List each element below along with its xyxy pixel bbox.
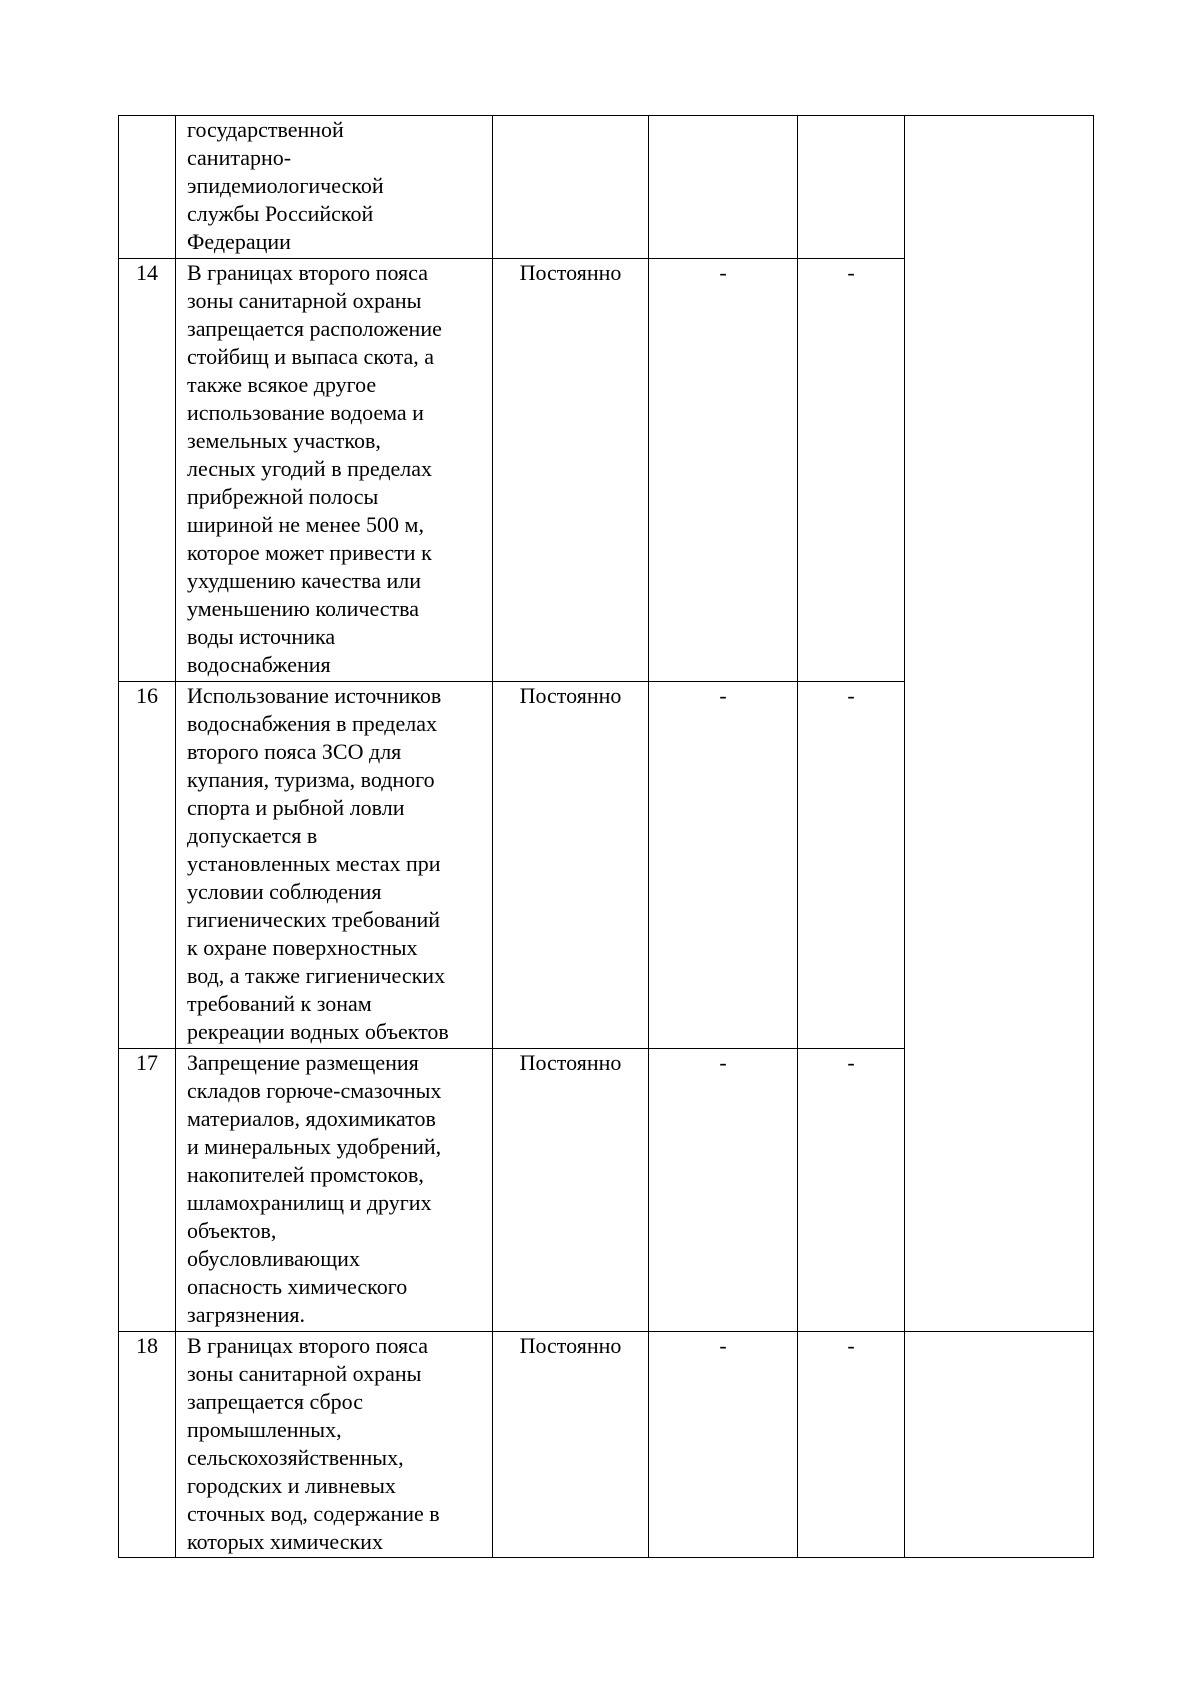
col5-cell xyxy=(798,116,905,259)
table-row xyxy=(119,116,1094,259)
measure-text-content: В границах второго пояса зоны санитарной охраны запрещается сброс промышленных, сельскохозяйственных, городских и ливневых сточных вод, содержание в которых химических xyxy=(187,1333,440,1554)
measure-text-content: Использование источников водоснабжения в пределах второго пояса ЗСО для купания, туризма, водного спорта и рыбной ловли допускается в установленных местах при условии соблюдения гигиенических требований к охране поверхностных вод, а также гигиенических требований к зонам рекреации водных объектов xyxy=(187,683,449,1044)
measure-text-content: государственной санитарно- эпидемиологической службы Российской Федерации xyxy=(187,117,384,254)
row-number: 16 xyxy=(119,682,176,1049)
col5-cell: - xyxy=(798,1049,905,1332)
measure-text xyxy=(176,259,493,682)
col5-cell: - xyxy=(798,259,905,682)
col5-cell: - xyxy=(798,1332,905,1558)
col4-cell: - xyxy=(649,1332,798,1558)
measure-text-content: Запрещение размещения складов горюче-смазочных материалов, ядохимикатов и минеральных удобрений, накопителей промстоков, шламохранилищ и других объектов, обусловливающих опасность химического загрязнения. xyxy=(187,1050,442,1327)
term-cell: Постоянно xyxy=(493,1332,649,1558)
col4-cell: - xyxy=(649,682,798,1049)
row-number xyxy=(119,116,176,259)
row-number: 18 xyxy=(119,1332,176,1558)
merged-notes-cell xyxy=(905,116,1094,1332)
measure-text xyxy=(176,1332,493,1558)
term-cell: Постоянно xyxy=(493,1049,649,1332)
col5-cell: - xyxy=(798,682,905,1049)
measure-text xyxy=(176,682,493,1049)
col4-cell: - xyxy=(649,259,798,682)
row-number: 17 xyxy=(119,1049,176,1332)
measure-text xyxy=(176,116,493,259)
measure-text-content: В границах второго пояса зоны санитарной охраны запрещается расположение стойбищ и выпаса скота, а также всякое другое использование водоема и земельных участков, лесных угодий в пределах прибрежной полосы шириной не менее 500 м, которое может привести к ухудшению качества или уменьшению количества воды источника водоснабжения xyxy=(187,260,442,677)
term-cell xyxy=(493,116,649,259)
row-number: 14 xyxy=(119,259,176,682)
col4-cell: - xyxy=(649,1049,798,1332)
measures-table xyxy=(118,115,1094,1558)
notes-cell xyxy=(905,1332,1094,1558)
table-row xyxy=(119,1332,1094,1558)
term-cell: Постоянно xyxy=(493,682,649,1049)
term-cell: Постоянно xyxy=(493,259,649,682)
col4-cell xyxy=(649,116,798,259)
measure-text xyxy=(176,1049,493,1332)
